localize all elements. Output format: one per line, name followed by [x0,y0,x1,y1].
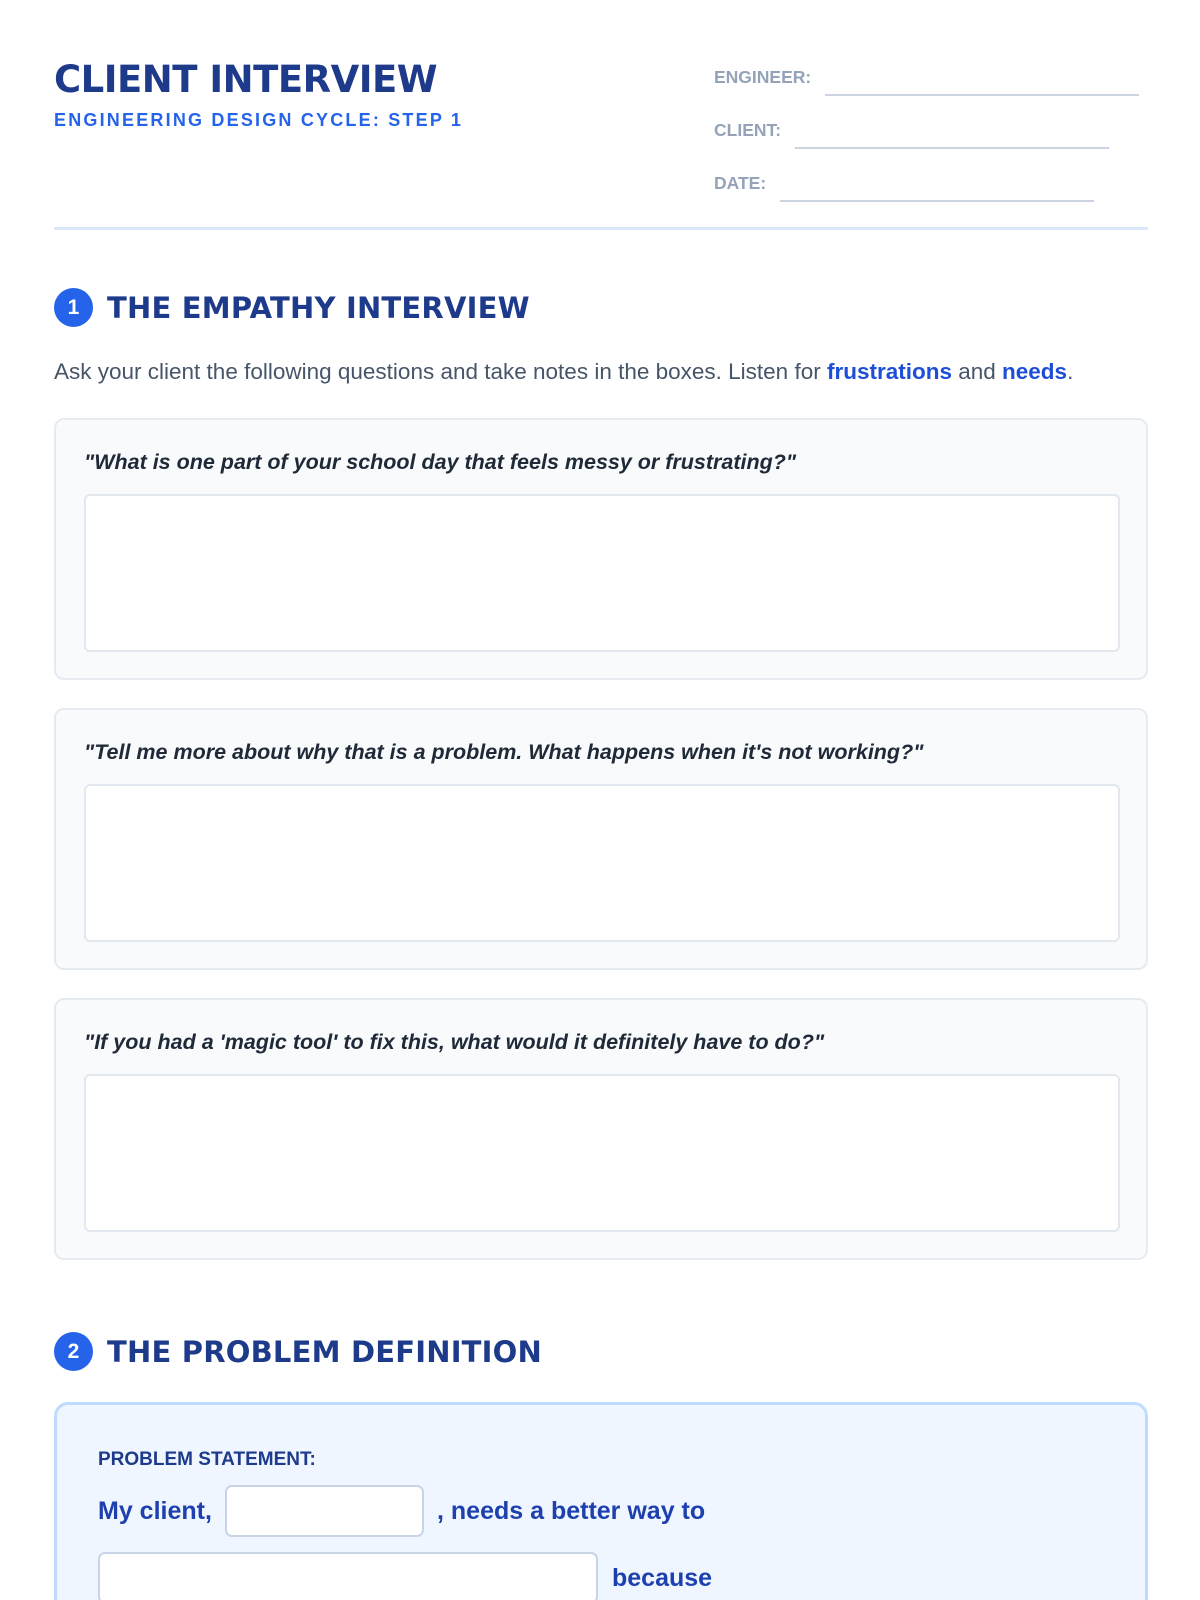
section-1-heading [54,288,530,327]
client-field[interactable] [795,115,1109,149]
question-1-text: "What is one part of your school day that feels messy or frustrating?" [84,450,797,474]
needs-highlight: needs [1002,359,1068,384]
client-label: CLIENT: [714,120,782,140]
client-field-row [714,109,1109,149]
worksheet-page [54,0,1148,1592]
question-card-1 [54,418,1148,680]
statement-part-3: because [612,1564,713,1592]
page-title: CLIENT INTERVIEW [54,58,438,101]
worksheet-header [54,0,1148,230]
date-field[interactable] [780,168,1094,202]
statement-part-2: , needs a better way to [437,1497,706,1525]
client-name-input[interactable] [225,1485,424,1537]
section-2-number-badge: 2 [54,1332,93,1371]
date-label: DATE: [714,173,767,193]
question-1-answer-box[interactable] [84,494,1120,652]
section-1-title: THE EMPATHY INTERVIEW [107,290,530,325]
engineer-field[interactable] [825,62,1139,96]
problem-statement-card [54,1402,1148,1600]
need-input[interactable] [98,1552,598,1600]
instructions-text: Ask your client the following questions and take notes in the boxes. Listen for [54,359,827,384]
instructions-text-end: . [1067,359,1074,384]
question-2-answer-box[interactable] [84,784,1120,942]
engineer-label: ENGINEER: [714,67,812,87]
section-1-number-badge: 1 [54,288,93,327]
engineer-field-row [714,56,1139,96]
question-3-answer-box[interactable] [84,1074,1120,1232]
instructions-text-mid: and [951,359,1003,384]
question-3-text: "If you had a 'magic tool' to fix this, what would it definitely have to do?" [84,1030,825,1054]
section-2-heading [54,1332,542,1371]
page-subtitle: ENGINEERING DESIGN CYCLE: STEP 1 [54,110,464,130]
statement-part-1: My client, [98,1497,212,1525]
date-field-row [714,162,1094,202]
section-2-title: THE PROBLEM DEFINITION [107,1334,542,1369]
question-card-2 [54,708,1148,970]
problem-statement-label: PROBLEM STATEMENT: [98,1449,316,1470]
frustrations-highlight: frustrations [826,359,952,384]
section-1-instructions [54,359,1073,385]
question-card-3 [54,998,1148,1260]
question-2-text: "Tell me more about why that is a problem. What happens when it's not working?" [84,740,924,764]
